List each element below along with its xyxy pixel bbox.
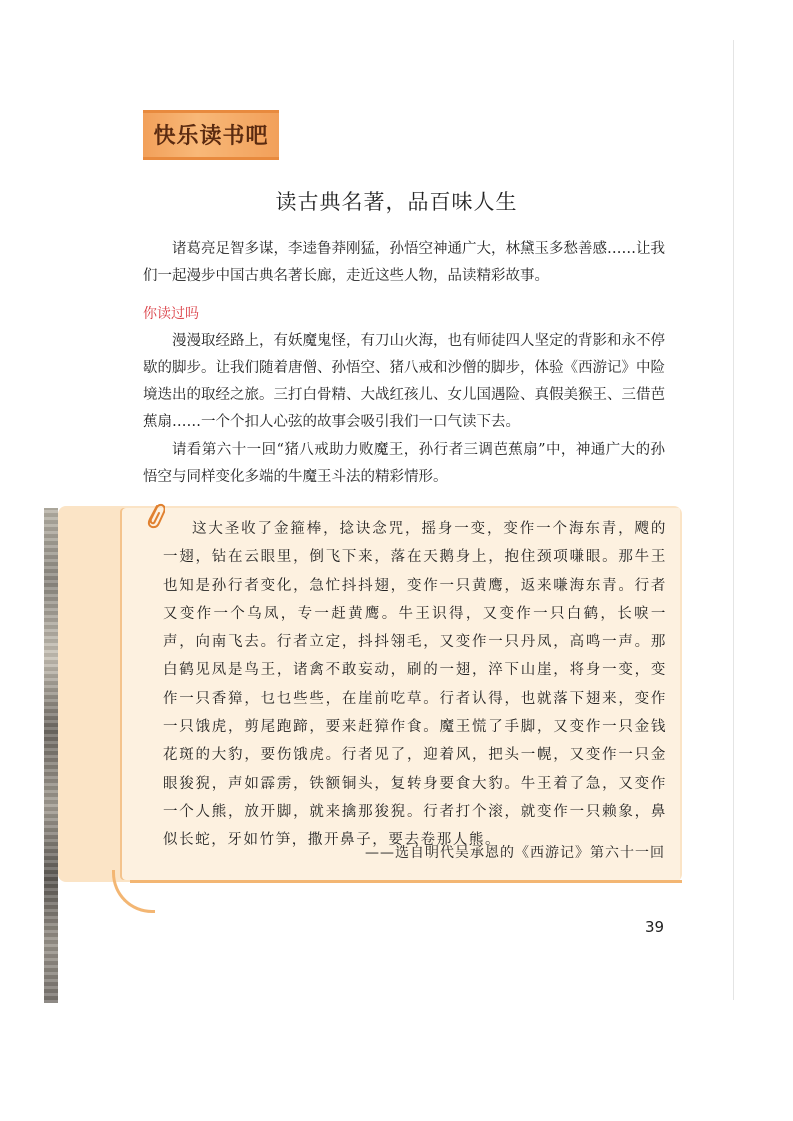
section-header-band (143, 110, 279, 160)
page-number: 39 (645, 918, 665, 936)
page-edge-line (733, 40, 734, 1000)
section-subheading: 你读过吗 (143, 306, 199, 322)
page-title: 读古典名著，品百味人生 (275, 190, 518, 214)
side-photo-strip (44, 508, 58, 1003)
body-paragraph-2: 请看第六十一回“猪八戒助力败魔王，孙行者三调芭蕉扇”中，神通广大的孙悟空与同样变化多端的牛魔王斗法的精彩情形。 (143, 442, 665, 485)
excerpt-bottom-rule (130, 880, 682, 883)
paperclip-icon (143, 502, 165, 530)
section-header-title: 快乐读书吧 (153, 124, 269, 149)
excerpt-page-curl (112, 870, 155, 913)
intro-paragraph: 诸葛亮足智多谋，李逵鲁莽刚猛，孙悟空神通广大，林黛玉多愁善感……让我们一起漫步中国古典名著长廊，走近这些人物，品读精彩故事。 (143, 241, 665, 284)
excerpt-source: ——选自明代吴承恩的《西游记》第六十一回 (365, 845, 665, 861)
body-paragraph-1: 漫漫取经路上，有妖魔鬼怪，有刀山火海，也有师徒四人坚定的背影和永不停歇的脚步。让我们随着唐僧、孙悟空、猪八戒和沙僧的脚步，体验《西游记》中险境迭出的取经之旅。三打白骨精、大战红孩儿、女儿国遇险、真假美猴王、三借芭蕉扇……一个个扣人心弦的故事会吸引我们一口气读下去。 (143, 333, 665, 430)
excerpt-text: 这大圣收了金箍棒，捻诀念咒，摇身一变，变作一个海东青，飕的一翅，钻在云眼里，倒飞下来，落在天鹅身上，抱住颈项嗛眼。那牛王也知是孙行者变化，急忙抖抖翅，变作一只黄鹰，返来嗛海东青。行者又变作一个乌凤，专一赶黄鹰。牛王识得，又变作一只白鹤，长唳一声，向南飞去。行者立定，抖抖翎毛，又变作一只丹凤，高鸣一声。那白鹤见凤是鸟王，诸禽不敢妄动，刷的一翅，淬下山崖，将身一变，变作一只香獐，乜乜些些，在崖前吃草。行者认得，也就落下翅来，变作一只饿虎，剪尾跑蹄，要来赶獐作食。魔王慌了手脚，又变作一只金钱花斑的大豹，要伤饿虎。行者见了，迎着风，把头一幌，又变作一只金眼狻猊，声如霹雳，铁额铜头，复转身要食大豹。牛王着了急，又变作一个人熊，放开脚，就来擒那狻猊。行者打个滚，就变作一只赖象，鼻似长蛇，牙如竹笋，撒开鼻子，要去卷那人熊。 (163, 521, 667, 849)
